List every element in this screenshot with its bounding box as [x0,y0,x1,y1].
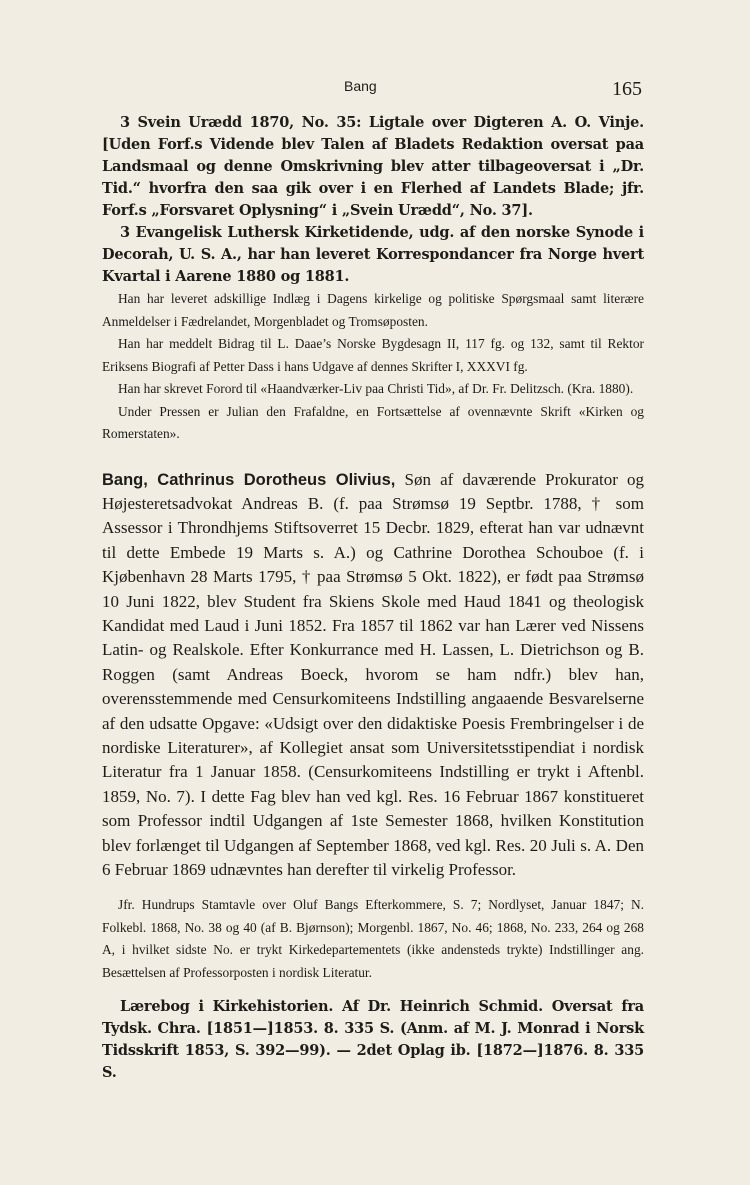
note-paragraph: Han har leveret adskillige Indlæg i Dagens kirkelige og politiske Spørgsmaal samt literære Anmeldelser i Fædrelandet, Morgenbladet og Tromsøposten. [102,291,644,329]
bibliography-entry: 3 Svein Urædd 1870, No. 35: Ligtale over Digteren A. O. Vinje. [Uden Forf.s Vidende blev Talen af Bladets Redaktion oversat paa Landsmaal og denne Omskrivning blev atter tilbageoversat i „Dr. Tid.“ hvorfra den saa gik over i en Flerhed af Landets Blade; jfr. Forf.s „Forsvaret Oplysning“ i „Svein Urædd“, No. 37]. [102,114,644,219]
bibliography-entry-final: Lærebog i Kirkehistorien. Af Dr. Heinrich Schmid. Oversat fra Tydsk. Chra. [1851—]1853. 8. 335 S. (Anm. af M. J. Monrad i Norsk Tidsskrift 1853, S. 392—99). — 2det Oplag ib. [1872—]1876. 8. 335 S. [102,998,644,1082]
entry-body: Søn af daværende Prokurator og Højesteretsadvokat Andreas B. (f. paa Strømsø 19 Septbr. 1788, † som Assessor i Throndhjems Stiftsoverret 15 Decbr. 1829, efterat han var udnævnt til dette Embede 19 Marts s. A.) og Cathrine Dorothea Schouboe (f. i Kjøbenhavn 28 Marts 1795, † paa Strømsø 5 Okt. 1822), er født paa Strømsø 10 Juni 1822, blev Student fra Skiens Skole med Haud 1841 og theologisk Kandidat med Laud i Juni 1852. Fra 1857 til 1862 var han Lærer ved Nissens Latin- og Realskole. Efter Konkurrance med H. Lassen, L. Dietrichson og B. Roggen (samt Andreas Boeck, hvorom se ham ndfr.) blev han, overensstemmende med Censurkomiteens Indstilling angaaende Besvarelserne af den udsatte Opgave: «Udsigt over den didaktiske Poesis Frembringelser i de nordiske Literaturer», af Kollegiet ansat som Universitetsstipendiat i nordisk Literatur fra 1 Januar 1858. (Censurkomiteens Indstilling er trykt i Aftenbl. 1859, No. 7). I dette Fag blev han ved kgl. Res. 16 Februar 1867 konstitueret som Professor indtil Udgangen af 1ste Semester 1868, hvilken Konstitution blev forlænget til Udgangen af September 1868, ved kgl. Res. 20 Juli s. A. Den 6 Februar 1869 udnævntes han derefter til virkelig Professor. [102,469,645,879]
entry-headword: Bang, Cathrinus Dorotheus Olivius, [102,470,396,489]
page-number: 165 [612,78,642,100]
note-paragraph: Under Pressen er Julian den Frafaldne, en Fortsættelse af ovennævnte Skrift «Kirken og Romerstaten». [102,403,644,441]
note-paragraph: Han har meddelt Bidrag til L. Daae’s Norske Bygdesagn II, 117 fg. og 132, samt til Rektor Eriksens Biografi af Petter Dass i hans Udgave af dennes Skrifter I, XXXVI fg. [102,336,644,374]
bibliography-entry: 3 Evangelisk Luthersk Kirketidende, udg. af den norske Synode i Decorah, U. S. A., har han leveret Korrespondancer fra Norge hvert Kvartal i Aarene 1880 og 1881. [102,224,644,285]
references-paragraph: Jfr. Hundrups Stamtavle over Oluf Bangs Efterkommere, S. 7; Nordlyset, Januar 1847; N. Folkebl. 1868, No. 38 og 40 (af B. Bjørnson); Morgenbl. 1867, No. 46; 1868, No. 233, 264 og 268 A, i hvilket sidste No. er trykt Kirkedepartementets (ikke andensteds trykte) Indstillinger ang. Besættelsen af Professorposten i nordisk Literatur. [102,897,644,980]
biography-entry [102,468,644,883]
note-paragraph: Han har skrevet Forord til «Haandværker-Liv paa Christi Tid», af Dr. Fr. Delitzsch. (Kra. 1880). [118,381,634,396]
running-head: Bang [344,78,377,94]
page-content [102,112,644,1084]
page-header [0,76,750,106]
